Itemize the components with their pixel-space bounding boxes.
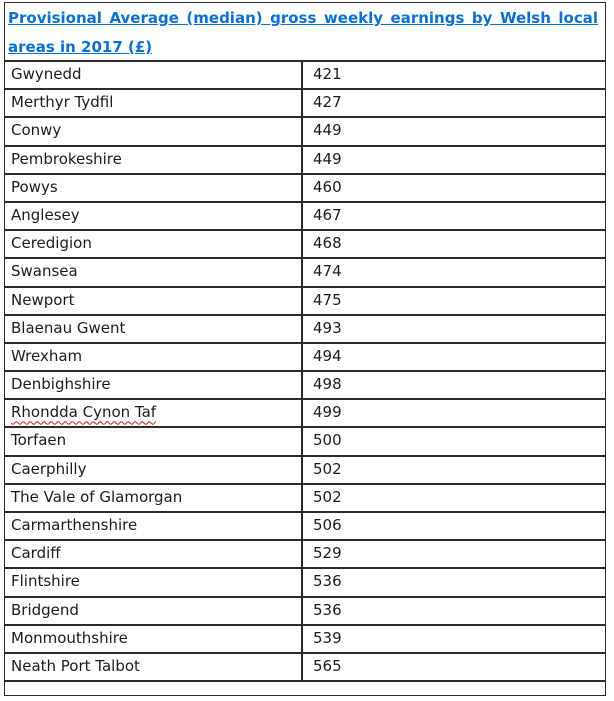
- area-name: Ceredigion: [4, 230, 302, 258]
- table-row: [4, 174, 606, 202]
- earnings-value: 421: [302, 61, 606, 89]
- earnings-value: 506: [302, 512, 606, 540]
- table-row: [4, 202, 606, 230]
- earnings-value: 502: [302, 456, 606, 484]
- table-row: [4, 287, 606, 315]
- area-name: Carmarthenshire: [4, 512, 302, 540]
- earnings-value: 502: [302, 484, 606, 512]
- table-row: [4, 146, 606, 174]
- table-row: [4, 568, 606, 596]
- table-row: [4, 484, 606, 512]
- earnings-value: 474: [302, 258, 606, 286]
- table-title: Provisional Average (median) gross weekly earnings by Welsh local areas in 2017 (£): [8, 9, 598, 56]
- earnings-value: 427: [302, 89, 606, 117]
- area-name: The Vale of Glamorgan: [4, 484, 302, 512]
- table-row: [4, 399, 606, 427]
- area-name: Flintshire: [4, 568, 302, 596]
- table-row: [4, 512, 606, 540]
- area-name: Bridgend: [4, 597, 302, 625]
- area-name: Torfaen: [4, 427, 302, 455]
- earnings-value: 499: [302, 399, 606, 427]
- area-name: Anglesey: [4, 202, 302, 230]
- earnings-value: 536: [302, 597, 606, 625]
- table-row: [4, 258, 606, 286]
- earnings-value: 493: [302, 315, 606, 343]
- earnings-value: 565: [302, 653, 606, 681]
- area-name: Merthyr Tydfil: [4, 89, 302, 117]
- earnings-value: 529: [302, 540, 606, 568]
- table-row: [4, 653, 606, 681]
- area-name: Blaenau Gwent: [4, 315, 302, 343]
- earnings-value: 539: [302, 625, 606, 653]
- area-name: Caerphilly: [4, 456, 302, 484]
- area-name: [4, 399, 302, 427]
- area-name: Swansea: [4, 258, 302, 286]
- table-row: [4, 625, 606, 653]
- area-name: Gwynedd: [4, 61, 302, 89]
- table-row: [4, 371, 606, 399]
- table-row: [4, 117, 606, 145]
- table-row: [4, 61, 606, 89]
- table-row: [4, 540, 606, 568]
- table-row: [4, 343, 606, 371]
- earnings-value: 467: [302, 202, 606, 230]
- earnings-value: 449: [302, 146, 606, 174]
- earnings-value: 475: [302, 287, 606, 315]
- earnings-table: [4, 60, 606, 682]
- earnings-value: 498: [302, 371, 606, 399]
- spellcheck-area-name: Rhondda Cynon Taf: [11, 403, 157, 422]
- table-row: [4, 315, 606, 343]
- earnings-value: 500: [302, 427, 606, 455]
- area-name: Newport: [4, 287, 302, 315]
- earnings-value: 449: [302, 117, 606, 145]
- area-name: Denbighshire: [4, 371, 302, 399]
- earnings-value: 460: [302, 174, 606, 202]
- earnings-value: 494: [302, 343, 606, 371]
- area-name: Conwy: [4, 117, 302, 145]
- area-name: Neath Port Talbot: [4, 653, 302, 681]
- area-name: Powys: [4, 174, 302, 202]
- area-name: Wrexham: [4, 343, 302, 371]
- area-name: Cardiff: [4, 540, 302, 568]
- area-name: Pembrokeshire: [4, 146, 302, 174]
- earnings-value: 468: [302, 230, 606, 258]
- earnings-value: 536: [302, 568, 606, 596]
- table-row: [4, 89, 606, 117]
- table-row: [4, 427, 606, 455]
- table-row: [4, 597, 606, 625]
- area-name: Monmouthshire: [4, 625, 302, 653]
- table-row: [4, 456, 606, 484]
- table-row: [4, 230, 606, 258]
